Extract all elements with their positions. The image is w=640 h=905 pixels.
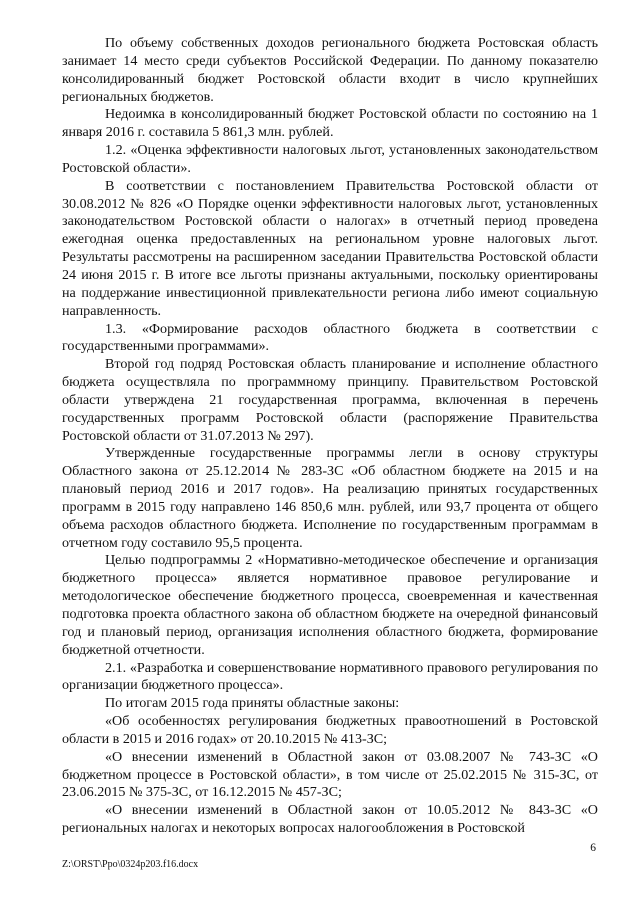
paragraph: По итогам 2015 года приняты областные законы: (105, 695, 400, 712)
law-list-item: «О внесении изменений в Областной закон от 10.05.2012 № 843-ЗС «О региональных налогах и некоторых вопросах налогообложения в Ростовской (62, 802, 598, 837)
page-number: 6 (590, 842, 596, 854)
document-body (62, 35, 598, 838)
section-heading: 1.2. «Оценка эффективности налоговых льгот, установленных законодательством Ростовской области». (62, 142, 598, 176)
law-list-item: «Об особенностях регулирования бюджетных правоотношений в Ростовской области в 2015 и 2016 годах» от 20.10.2015 № 413-ЗС; (62, 713, 598, 747)
section-heading: 2.1. «Разработка и совершенствование нормативного правового регулирования по организации бюджетного процесса». (62, 659, 598, 694)
paragraph: В соответствии с постановлением Правительства Ростовской области от 30.08.2012 № 826 «О Порядке оценки эффективности налоговых льгот, установленных законодательством Ростовской области о налогах» в отчетный период проведена ежегодная оценка предоставленных на региональном уровне налоговых льгот. Результаты рассмотрены на расширенном заседании Правительства Ростовской области 24 июня 2015 г. В итоге все льготы признаны актуальными, поскольку ориентированы на поддержание инвестиционной привлекательности региона либо имеют социальную направленность. (62, 177, 598, 319)
paragraph: Целью подпрограммы 2 «Нормативно-методическое обеспечение и организация бюджетного процесса» является нормативное правовое регулирование и методологическое обеспечение бюджетного процесса, своевременная и качественная подготовка проекта областного закона об областном бюджете на очередной финансовый год и плановый период, организация исполнения областного бюджета, формирование бюджетной отчетности. (62, 552, 598, 658)
paragraph: Утвержденные государственные программы легли в основу структуры Областного закона от 25.12.2014 № 283-ЗС «Об областном бюджете на 2015 и на плановый период 2016 и 2017 годов». На реализацию принятых государственных программ в 2015 году направлено 146 850,6 млн. рублей, или 93,7 процента от общего объема расходов областного бюджета. Исполнение по государственным программам в отчетном году составило 95,5 процента. (62, 445, 598, 551)
paragraph: По объему собственных доходов регионального бюджета Ростовская область занимает 14 место среди субъектов Российской Федерации. По данному показателю консолидированный бюджет Ростовской области входит в число крупнейших региональных бюджетов. (62, 35, 598, 105)
section-heading: 1.3. «Формирование расходов областного бюджета в соответствии с государственными программами». (62, 320, 598, 355)
paragraph: Второй год подряд Ростовская область планирование и исполнение областного бюджета осуществляла по программному принципу. Правительством Ростовской области утверждена 21 государственная программа, включенная в перечень государственных программ Ростовской области (распоряжение Правительства Ростовской области от 31.07.2013 № 297). (62, 356, 598, 444)
law-list-item: «О внесении изменений в Областной закон от 03.08.2007 № 743-ЗС «О бюджетном процессе в Ростовской области», в том числе от 25.02.2015 № 315-ЗС, от 23.06.2015 № 375-ЗС, от 16.12.2015 № 457-ЗС; (62, 748, 598, 801)
paragraph: Недоимка в консолидированный бюджет Ростовской области по состоянию на 1 января 2016 г. составила 5 861,3 млн. рублей. (62, 106, 598, 141)
file-path-footer: Z:\ORST\Ppo\0324p203.f16.docx (62, 859, 199, 870)
